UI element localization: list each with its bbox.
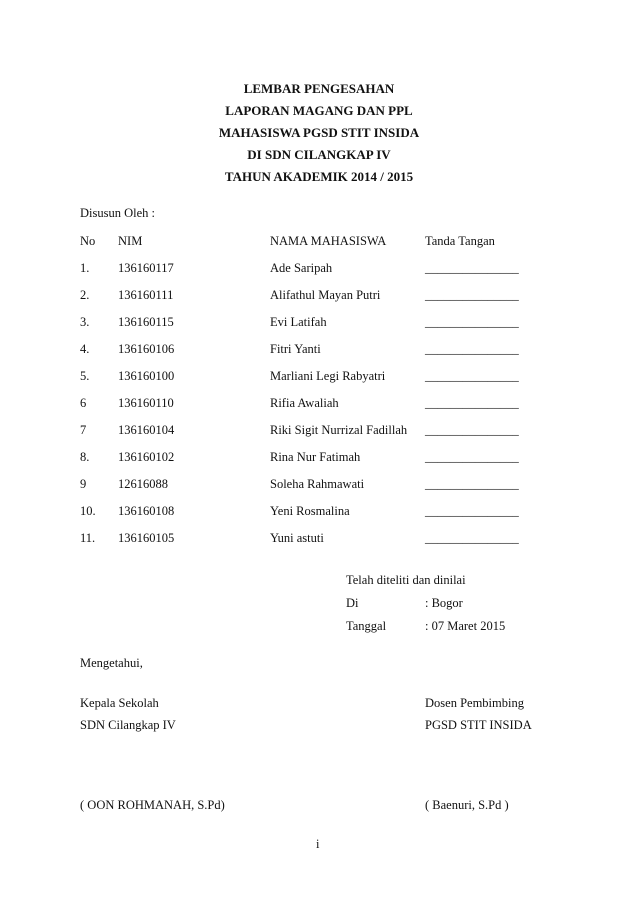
row-signature-line: _______________ — [425, 342, 519, 356]
date-label: Tanggal — [346, 619, 387, 633]
date-value: : 07 Maret 2015 — [425, 619, 506, 633]
table-header-name: NAMA MAHASISWA — [270, 234, 387, 248]
row-nim: 136160111 — [118, 288, 174, 302]
doc-title-line-5: TAHUN AKADEMIK 2014 / 2015 — [224, 169, 414, 184]
row-nim: 136160106 — [118, 342, 175, 356]
row-signature-line: _______________ — [425, 450, 519, 464]
place-value: : Bogor — [425, 596, 463, 610]
page-number: i — [316, 837, 320, 851]
row-nim: 136160104 — [118, 423, 175, 437]
row-name: Evi Latifah — [270, 315, 327, 329]
doc-title-line-1: LEMBAR PENGESAHAN — [243, 81, 395, 96]
row-no: 2. — [80, 288, 90, 302]
row-name: Rifia Awaliah — [270, 396, 339, 410]
row-nim: 136160102 — [118, 450, 175, 464]
row-signature-line: _______________ — [425, 396, 519, 410]
right-signatory-name: ( Baenuri, S.Pd ) — [425, 798, 509, 812]
row-signature-line: _______________ — [425, 531, 519, 545]
doc-title-line-2: LAPORAN MAGANG DAN PPL — [225, 103, 413, 118]
row-no: 11. — [80, 531, 96, 545]
row-signature-line: _______________ — [425, 315, 519, 329]
row-no: 6 — [80, 396, 87, 410]
row-nim: 136160117 — [118, 261, 174, 275]
row-name: Alifathul Mayan Putri — [270, 288, 381, 302]
prepared-by-label: Disusun Oleh : — [80, 206, 155, 220]
row-no: 3. — [80, 315, 90, 329]
row-signature-line: _______________ — [425, 288, 519, 302]
table-header-no: No — [80, 234, 96, 248]
row-name: Fitri Yanti — [270, 342, 321, 356]
place-label: Di — [346, 596, 359, 610]
row-no: 10. — [80, 504, 96, 518]
doc-title-line-4: DI SDN CILANGKAP IV — [247, 147, 391, 162]
right-signatory-role: Dosen Pembimbing — [425, 696, 524, 710]
row-no: 8. — [80, 450, 90, 464]
row-no: 5. — [80, 369, 90, 383]
row-name: Riki Sigit Nurrizal Fadillah — [270, 423, 408, 437]
row-nim: 136160100 — [118, 369, 175, 383]
row-name: Yuni astuti — [270, 531, 324, 545]
row-name: Soleha Rahmawati — [270, 477, 365, 491]
row-no: 7 — [80, 423, 87, 437]
row-signature-line: _______________ — [425, 423, 519, 437]
row-signature-line: _______________ — [425, 369, 519, 383]
left-signatory-name: ( OON ROHMANAH, S.Pd) — [80, 798, 225, 812]
row-signature-line: _______________ — [425, 261, 519, 275]
table-header-signature: Tanda Tangan — [425, 234, 495, 248]
row-nim: 136160110 — [118, 396, 174, 410]
row-name: Marliani Legi Rabyatri — [270, 369, 386, 383]
table-header-nim: NIM — [118, 234, 143, 248]
row-signature-line: _______________ — [425, 504, 519, 518]
row-nim: 136160108 — [118, 504, 175, 518]
right-signatory-institution: PGSD STIT INSIDA — [425, 718, 532, 732]
row-signature-line: _______________ — [425, 477, 519, 491]
row-nim: 12616088 — [118, 477, 168, 491]
verification-title: Telah diteliti dan dinilai — [346, 573, 466, 587]
row-nim: 136160115 — [118, 315, 174, 329]
left-signatory-role: Kepala Sekolah — [80, 696, 159, 710]
row-name: Rina Nur Fatimah — [270, 450, 361, 464]
row-no: 9 — [80, 477, 87, 491]
row-name: Ade Saripah — [270, 261, 333, 275]
doc-title-line-3: MAHASISWA PGSD STIT INSIDA — [218, 125, 420, 140]
row-no: 1. — [80, 261, 90, 275]
row-nim: 136160105 — [118, 531, 175, 545]
row-no: 4. — [80, 342, 90, 356]
left-signatory-institution: SDN Cilangkap IV — [80, 718, 176, 732]
acknowledged-label: Mengetahui, — [80, 656, 143, 670]
row-name: Yeni Rosmalina — [270, 504, 350, 518]
